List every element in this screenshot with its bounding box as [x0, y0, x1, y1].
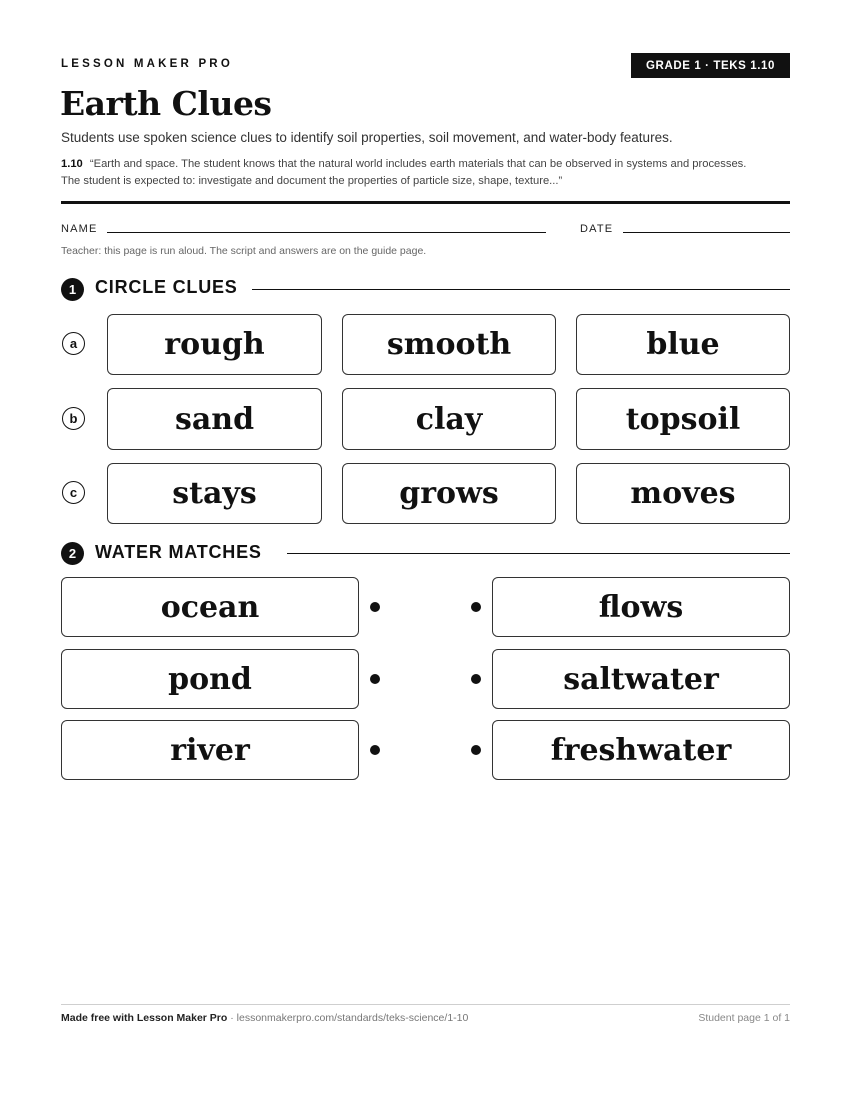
footer-made-with: Made free with Lesson Maker Pro — [61, 1012, 228, 1024]
clue-word-box[interactable]: topsoil — [576, 388, 790, 450]
match-left-dot[interactable] — [370, 602, 380, 612]
date-label: DATE — [580, 223, 614, 235]
clue-word-box[interactable]: clay — [342, 388, 556, 450]
name-label: NAME — [61, 223, 98, 235]
match-right-dot[interactable] — [471, 602, 481, 612]
worksheet-title: Earth Clues — [60, 84, 272, 123]
clue-word-box[interactable]: smooth — [342, 314, 556, 375]
match-right-box[interactable]: freshwater — [492, 720, 790, 780]
section-2-number: 2 — [61, 542, 84, 565]
standard-code: 1.10 — [61, 158, 83, 170]
section-1-number: 1 — [61, 278, 84, 301]
match-right-box[interactable]: saltwater — [492, 649, 790, 709]
match-left-box[interactable]: pond — [61, 649, 359, 709]
section-2-rule — [287, 553, 790, 554]
section-1-title: CIRCLE CLUES — [95, 277, 238, 297]
row-b-letter: b — [62, 407, 85, 430]
footer-url[interactable]: · lessonmakerpro.com/standards/teks-science/1-10 — [227, 1012, 469, 1024]
footer-divider — [61, 1004, 790, 1005]
footer-credit — [61, 1012, 468, 1024]
clue-word-box[interactable]: stays — [107, 463, 322, 524]
match-right-dot[interactable] — [471, 745, 481, 755]
grade-badge: GRADE 1 · TEKS 1.10 — [631, 53, 790, 78]
clue-word-box[interactable]: sand — [107, 388, 322, 450]
date-line[interactable] — [623, 232, 790, 233]
worksheet-subtitle: Students use spoken science clues to identify soil properties, soil movement, and water-body features. — [61, 130, 673, 145]
match-right-box[interactable]: flows — [492, 577, 790, 637]
clue-word-box[interactable]: grows — [342, 463, 556, 524]
clue-word-box[interactable]: rough — [107, 314, 322, 375]
section-1-rule — [252, 289, 790, 290]
teacher-note: Teacher: this page is run aloud. The script and answers are on the guide page. — [61, 245, 427, 257]
clue-word-box[interactable]: blue — [576, 314, 790, 375]
brand-name: LESSON MAKER PRO — [61, 58, 233, 70]
section-2-title: WATER MATCHES — [95, 542, 262, 562]
footer-page-number: Student page 1 of 1 — [698, 1012, 790, 1024]
match-left-box[interactable]: river — [61, 720, 359, 780]
match-left-dot[interactable] — [370, 745, 380, 755]
match-left-box[interactable]: ocean — [61, 577, 359, 637]
name-line[interactable] — [107, 232, 546, 233]
row-a-letter: a — [62, 332, 85, 355]
match-right-dot[interactable] — [471, 674, 481, 684]
row-c-letter: c — [62, 481, 85, 504]
standard-description — [61, 156, 761, 190]
standard-text: “Earth and space. The student knows that the natural world includes earth materials that can be observed in systems and processes. The student is expected to: investigate and document the properties of particle size, shape, texture...” — [61, 158, 747, 187]
match-left-dot[interactable] — [370, 674, 380, 684]
header-divider — [61, 201, 790, 204]
clue-word-box[interactable]: moves — [576, 463, 790, 524]
